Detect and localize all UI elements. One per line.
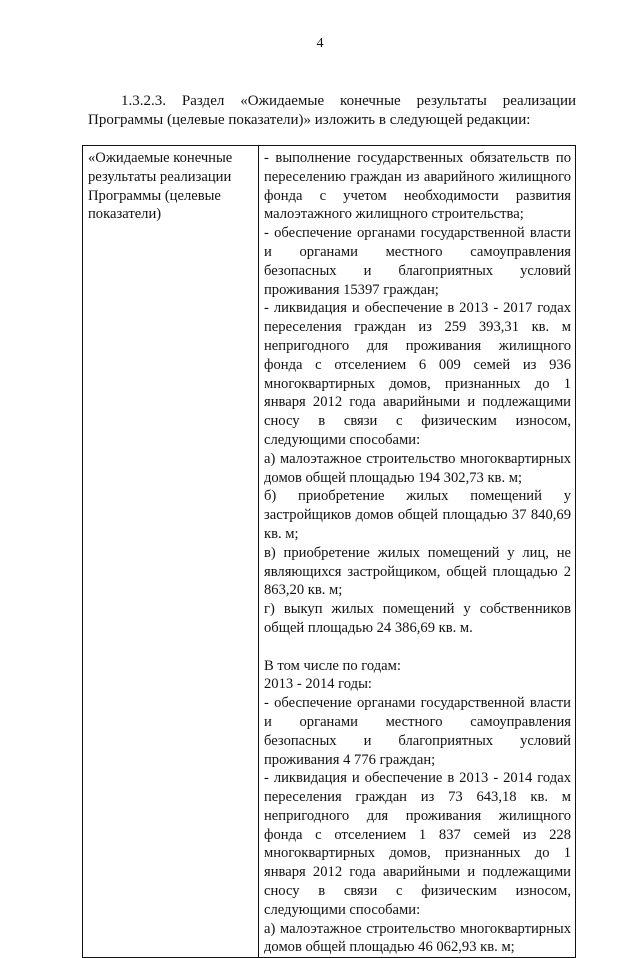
content-line: в) приобретение жилых помещений у лиц, не являющихся застройщиком, общей площадью 2 863,20 кв. м;: [264, 544, 571, 599]
content-line: В том числе по годам:: [264, 657, 401, 674]
content-line: 2013 - 2014 годы:: [264, 676, 372, 693]
table-heading-cell: [83, 146, 259, 958]
content-line: б) приобретение жилых помещений у застройщиков домов общей площадью 37 840,69 кв. м;: [264, 488, 571, 542]
content-line: а) малоэтажное строительство многоквартирных домов общей площадью 46 062,93 кв. м;: [264, 920, 571, 956]
page-number: 4: [316, 36, 324, 51]
content-line: - ликвидация и обеспечение в 2013 - 2014 годах переселения граждан из 73 643,18 кв. м непригодного для проживания жилищного фонда с отселением 1 837 семей из 228 многоквартирных домов, признанных до 1 января 2012 года аварийными и подлежащими сносу в связи с физическим износом, следующими способами:: [264, 770, 571, 918]
content-line: - ликвидация и обеспечение в 2013 - 2017 годах переселения граждан из 259 393,31 кв. м непригодного для проживания жилищного фонда с отселением 6 009 семей из 936 многоквартирных домов, признанных до 1 января 2012 года аварийными и подлежащими сносу в связи с физическим износом, следующими способами:: [264, 300, 571, 448]
intro-paragraph: 1.3.2.3. Раздел «Ожидаемые конечные результаты реализации Программы (целевые показатели)» изложить в следующей редакции:: [88, 93, 576, 128]
blank-line: [264, 638, 571, 657]
content-line: - обеспечение органами государственной власти и органами местного самоуправления безопасных и благоприятных условий проживания 15397 граждан;: [264, 225, 571, 298]
content-line: а) малоэтажное строительство многоквартирных домов общей площадью 194 302,73 кв. м;: [264, 450, 571, 486]
content-line: - обеспечение органами государственной власти и органами местного самоуправления безопасных и благоприятных условий проживания 4 776 граждан;: [264, 695, 571, 768]
table-row: [83, 146, 576, 958]
results-table: [82, 145, 576, 958]
content-line: - выполнение государственных обязательств по переселению граждан из аварийного жилищного фонда с учетом необходимости развития малоэтажного жилищного строительства;: [264, 150, 571, 223]
table-content-cell: [259, 146, 576, 958]
table-heading-text: «Ожидаемые конечные результаты реализации Программы (целевые показатели): [88, 150, 233, 223]
content-line: г) выкуп жилых помещений у собственников общей площадью 24 386,69 кв. м.: [264, 601, 571, 636]
